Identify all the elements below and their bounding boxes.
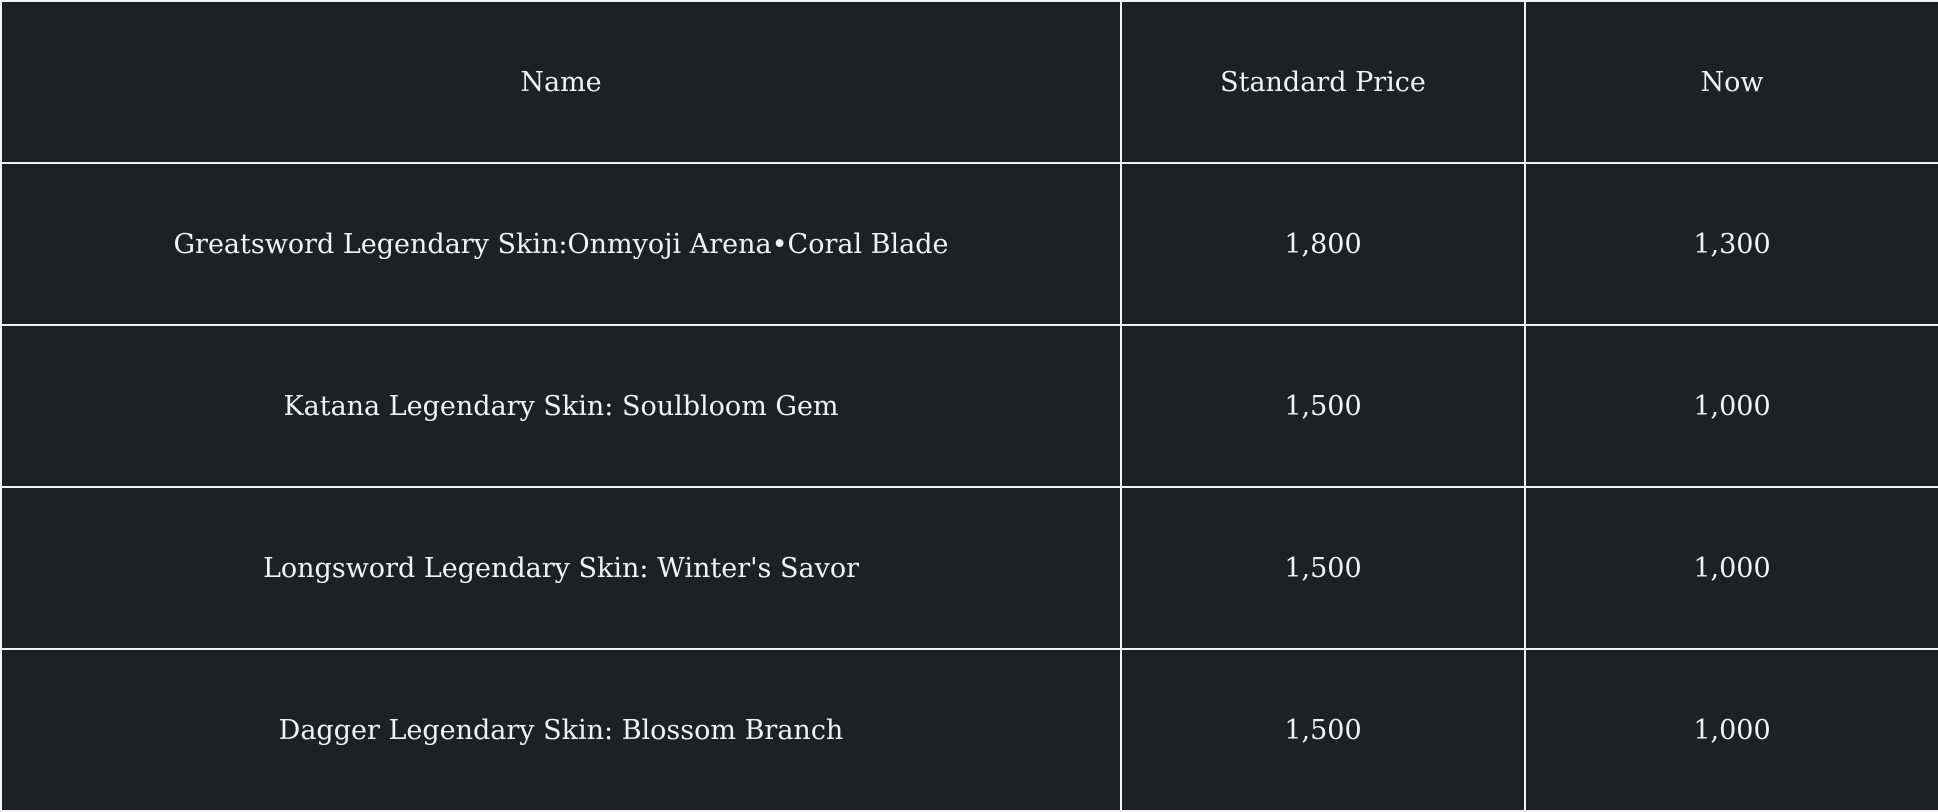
table-row <box>1 163 1938 325</box>
table-header <box>1 1 1938 163</box>
cell-standard-price: 1,500 <box>1121 649 1525 811</box>
table-body <box>1 163 1938 811</box>
cell-name: Katana Legendary Skin: Soulbloom Gem <box>1 325 1121 487</box>
table-row <box>1 649 1938 811</box>
cell-name: Dagger Legendary Skin: Blossom Branch <box>1 649 1121 811</box>
header-now: Now <box>1525 1 1938 163</box>
header-row <box>1 1 1938 163</box>
cell-standard-price: 1,500 <box>1121 325 1525 487</box>
cell-standard-price: 1,500 <box>1121 487 1525 649</box>
cell-now-price: 1,300 <box>1525 163 1938 325</box>
table-row <box>1 487 1938 649</box>
cell-name: Longsword Legendary Skin: Winter's Savor <box>1 487 1121 649</box>
table-row <box>1 325 1938 487</box>
cell-now-price: 1,000 <box>1525 325 1938 487</box>
header-name: Name <box>1 1 1121 163</box>
cell-now-price: 1,000 <box>1525 649 1938 811</box>
cell-now-price: 1,000 <box>1525 487 1938 649</box>
cell-name: Greatsword Legendary Skin:Onmyoji Arena•Coral Blade <box>1 163 1121 325</box>
cell-standard-price: 1,800 <box>1121 163 1525 325</box>
header-standard-price: Standard Price <box>1121 1 1525 163</box>
